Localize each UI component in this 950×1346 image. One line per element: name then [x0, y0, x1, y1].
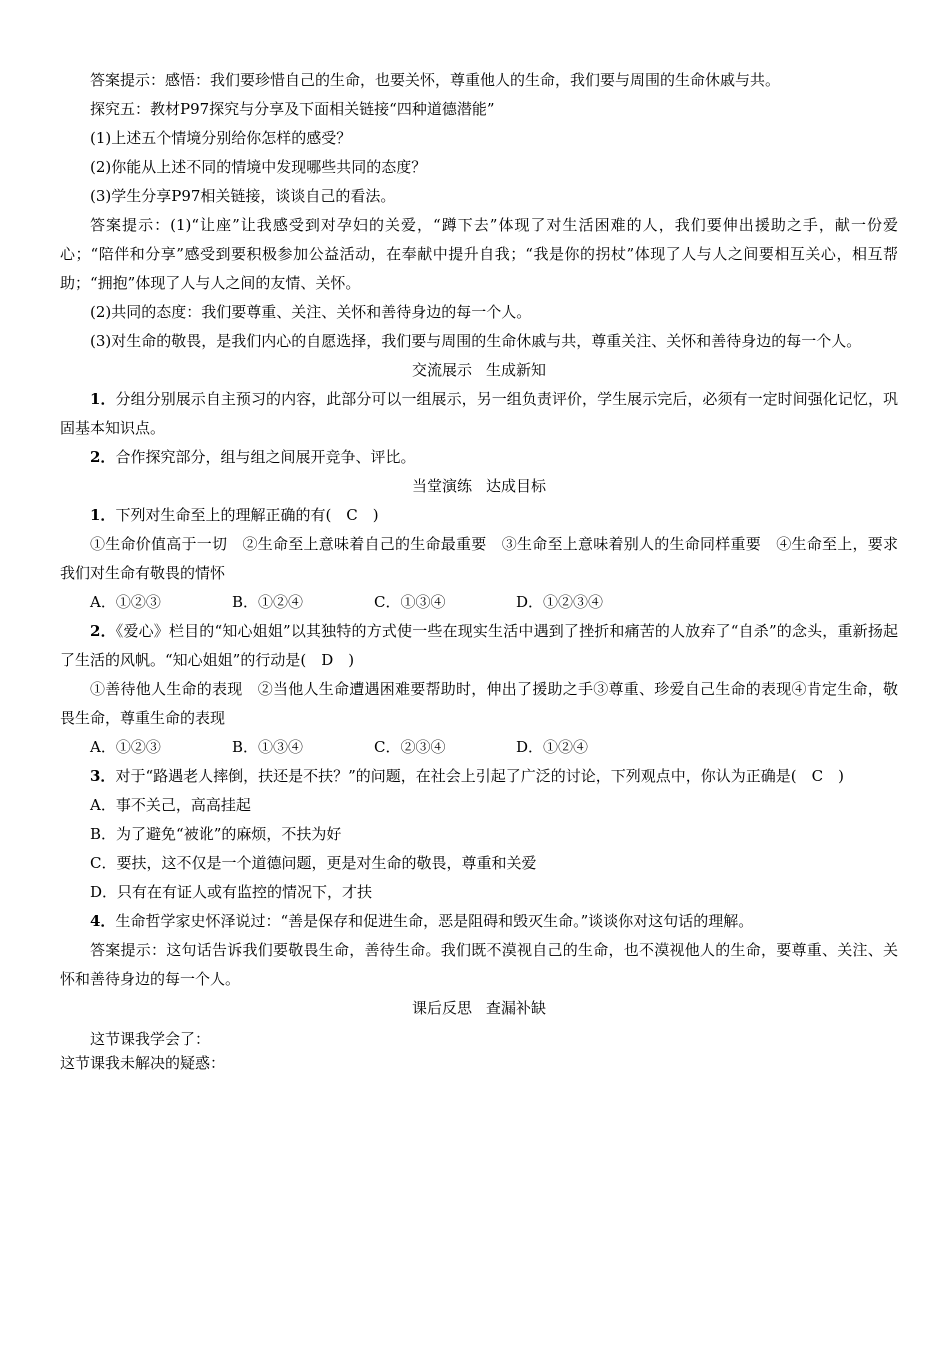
document-page	[60, 66, 898, 1075]
option-d: D．①②③④	[516, 593, 604, 611]
explore-five-heading: 探究五：教材P97探究与分享及下面相关链接“四种道德潜能”	[90, 100, 495, 118]
option-b: B．①③④	[232, 738, 304, 756]
question-3-option-b: B．为了避免“被讹”的麻烦，不扶为好	[90, 825, 342, 843]
question-1-items: ①生命价值高于一切 ②生命至上意味着自己的生命最重要 ③生命至上意味着别人的生命同样重要 ④生命至上，要求我们对生命有敬畏的情怀	[60, 535, 898, 582]
option-c: C．②③④	[374, 738, 446, 756]
question-4: 4．生命哲学家史怀泽说过：“善是保存和促进生命，恶是阻碍和毁灭生命。”谈谈你对这句话的理解。	[90, 912, 754, 930]
question-3-option-d: D．只有在有证人或有监控的情况下，才扶	[90, 883, 373, 901]
explore-question-3: (3)学生分享P97相关链接，谈谈自己的看法。	[90, 187, 396, 205]
question-2: 2．《爱心》栏目的“知心姐姐”以其独特的方式使一些在现实生活中遇到了挫折和痛苦的人放弃了“自杀”的念头，重新扬起了生活的风帆。“知心姐姐”的行动是( D )	[60, 622, 898, 669]
question-3: 3．对于“路遇老人摔倒，扶还是不扶？”的问题，在社会上引起了广泛的讨论，下列观点中，你认为正确是( C )	[90, 767, 844, 785]
option-c: C．①③④	[374, 593, 446, 611]
question-1-options	[60, 588, 898, 617]
answer-hint-1: 答案提示：感悟：我们要珍惜自己的生命，也要关怀，尊重他人的生命，我们要与周围的生命休戚与共。	[90, 71, 781, 89]
answer-hint-2: 答案提示：(1)“让座”让我感受到对孕妇的关爱，“蹲下去”体现了对生活困难的人，我们要伸出援助之手，献一份爱心；“陪伴和分享”感受到要积极参加公益活动，在奉献中提升自我；“我是你的拐杖”体现了人与人之间要相互关心，相互帮助；“拥抱”体现了人与人之间的友情、关怀。	[60, 216, 898, 292]
section-heading-practice: 当堂演练 达成目标	[411, 477, 547, 495]
question-2-options	[60, 733, 898, 762]
reflection-learned: 这节课我学会了：	[90, 1030, 211, 1048]
section-heading-exchange: 交流展示 生成新知	[411, 361, 547, 379]
reflection-doubts: 这节课我未解决的疑惑：	[60, 1054, 226, 1072]
option-b: B．①②④	[232, 593, 304, 611]
answer-hint-2-part-3: (3)对生命的敬畏，是我们内心的自愿选择，我们要与周围的生命休戚与共，尊重关注、关怀和善待身边的每一个人。	[90, 332, 862, 350]
question-3-option-a: A．事不关己，高高挂起	[90, 796, 251, 814]
exchange-item-1: 1．分组分别展示自主预习的内容，此部分可以一组展示，另一组负责评价，学生展示完后，必须有一定时间强化记忆，巩固基本知识点。	[60, 390, 899, 437]
option-a: A．①②③	[90, 738, 161, 756]
explore-question-2: (2)你能从上述不同的情境中发现哪些共同的态度？	[90, 158, 427, 176]
section-heading-reflection: 课后反思 查漏补缺	[411, 999, 547, 1017]
option-a: A．①②③	[90, 593, 161, 611]
question-3-option-c: C．要扶，这不仅是一个道德问题，更是对生命的敬畏，尊重和关爱	[90, 854, 537, 872]
exchange-item-2: 2．合作探究部分，组与组之间展开竞争、评比。	[90, 448, 416, 466]
question-1: 1．下列对生命至上的理解正确的有( C )	[90, 506, 379, 524]
explore-question-1: (1)上述五个情境分别给你怎样的感受？	[90, 129, 352, 147]
question-2-items: ①善待他人生命的表现 ②当他人生命遭遇困难要帮助时，伸出了援助之手③尊重、珍爱自己生命的表现④肯定生命，敬畏生命，尊重生命的表现	[60, 680, 898, 727]
question-4-answer: 答案提示：这句话告诉我们要敬畏生命，善待生命。我们既不漠视自己的生命，也不漠视他人的生命，要尊重、关注、关怀和善待身边的每一个人。	[60, 941, 898, 988]
answer-hint-2-part-2: (2)共同的态度：我们要尊重、关注、关怀和善待身边的每一个人。	[90, 303, 532, 321]
option-d: D．①②④	[516, 738, 589, 756]
